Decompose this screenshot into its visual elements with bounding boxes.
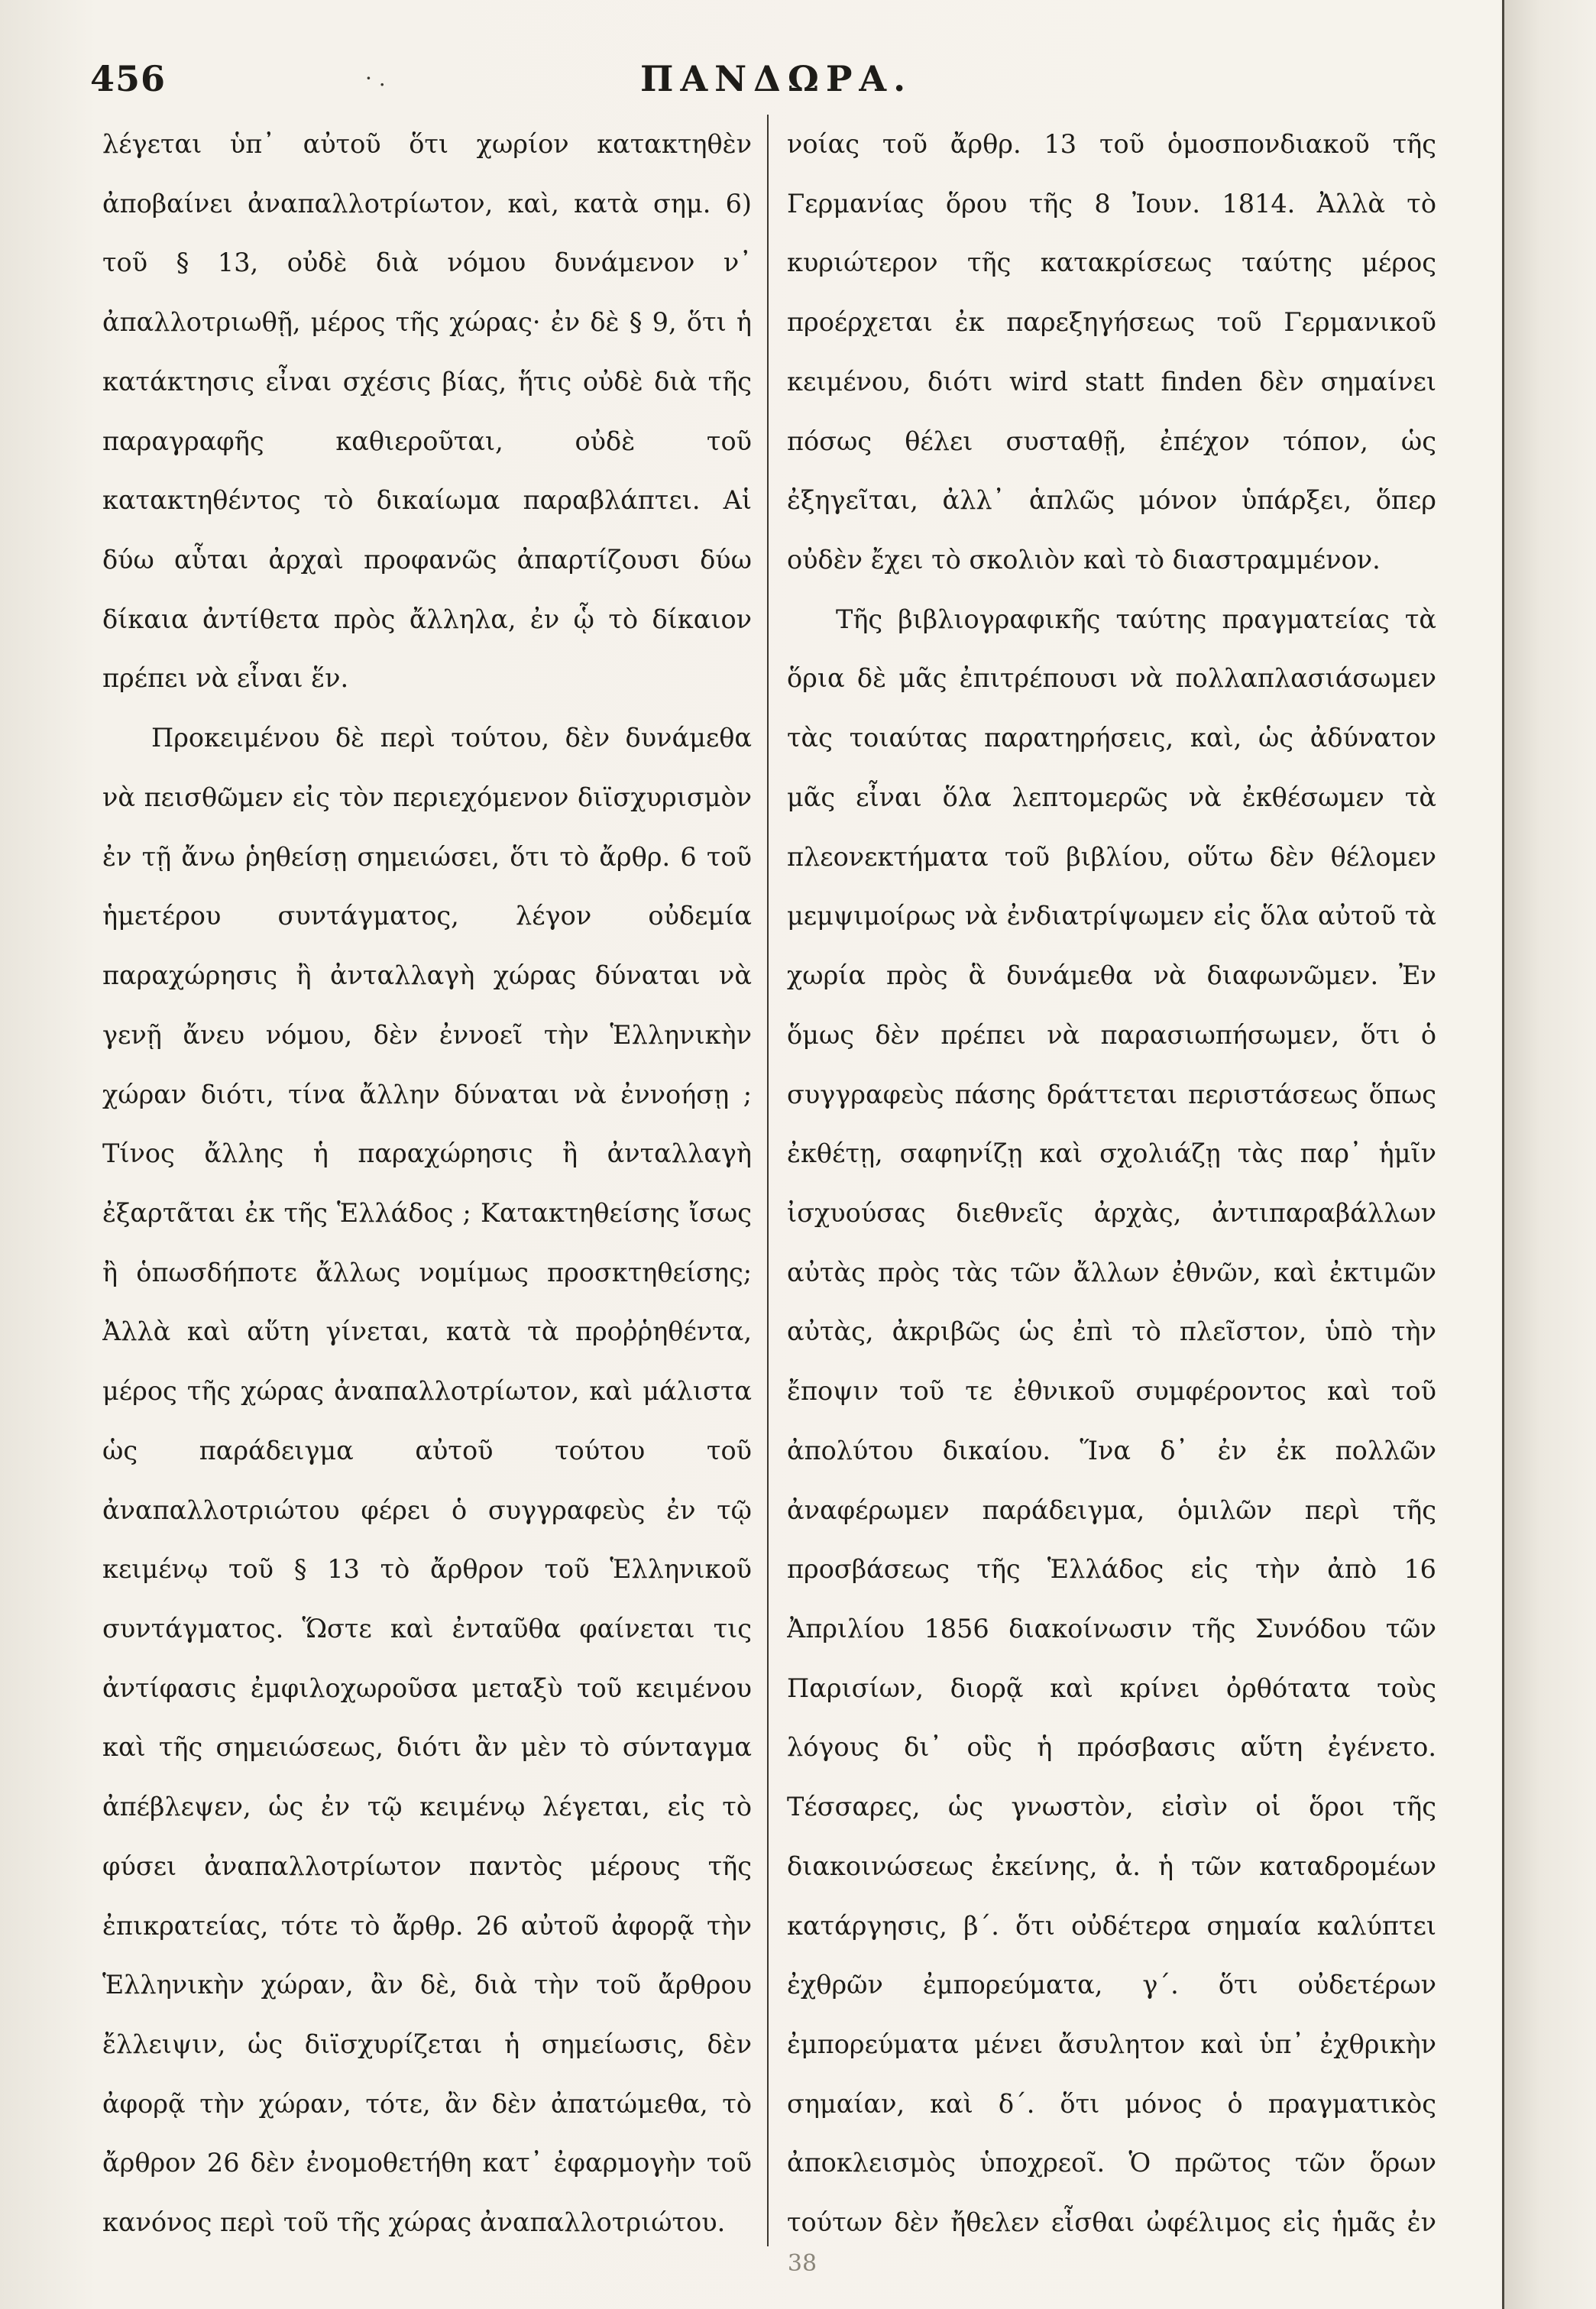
signature-mark: 38 <box>787 2250 817 2277</box>
right-column <box>787 115 1436 2246</box>
left-column <box>102 115 752 2246</box>
binding-edge <box>1502 0 1504 2309</box>
header-dots: · . <box>365 66 386 91</box>
paragraph: νοίας τοῦ ἄρθρ. 13 τοῦ ὁμοσπονδιακοῦ τῆς Γερμανίας ὅρου τῆς 8 Ἰουν. 1814. Ἀλλὰ τὸ κυριώτερον τῆς κατακρίσεως ταύτης μέρος προέρχεται ἐκ παρεξηγήσεως τοῦ Γερμανικοῦ κειμένου, διότι wird statt finden δὲν σημαίνει πόσως θέλει συσταθῇ, ἐπέχον τόπον, ὡς ἐξηγεῖται, ἀλλ᾽ ἁπλῶς μόνον ὑπάρξει, ὅπερ οὐδὲν ἔχει τὸ σκολιὸν καὶ τὸ διαστραμμένον. <box>787 129 1436 575</box>
paragraph: λέγεται ὑπ᾽ αὐτοῦ ὅτι χωρίον κατακτηθὲν ἀποβαίνει ἀναπαλλοτρίωτον, καὶ, κατὰ σημ. 6) τοῦ § 13, οὐδὲ διὰ νόμου δυνάμενον ν᾽ ἀπαλλοτριωθῇ, μέρος τῆς χώρας· ἐν δὲ § 9, ὅτι ἡ κατάκτησις εἶναι σχέσις βίας, ἥτις οὐδὲ διὰ τῆς παραγραφῆς καθιεροῦται, οὐδὲ τοῦ κατακτηθέντος τὸ δικαίωμα παραβλάπτει. Αἱ δύω αὗται ἀρχαὶ προφανῶς ἀπαρτίζουσι δύω δίκαια ἀντίθετα πρὸς ἄλληλα, ἐν ᾧ τὸ δίκαιον πρέπει νὰ εἶναι ἕν. <box>102 129 752 694</box>
column-divider <box>767 115 769 2246</box>
paragraph: Προκειμένου δὲ περὶ τούτου, δὲν δυνάμεθα νὰ πεισθῶμεν εἰς τὸν περιεχόμενον διϊσχυρισμὸν ἐν τῇ ἄνω ῥηθείσῃ σημειώσει, ὅτι τὸ ἄρθρ. 6 τοῦ ἡμετέρου συντάγματος, λέγον οὐδεμία παραχώρησις ἢ ἀνταλλαγὴ χώρας δύναται νὰ γενῇ ἄνευ νόμου, δὲν ἐννοεῖ τὴν Ἑλληνικὴν χώραν διότι, τίνα ἄλλην δύναται νὰ ἐννοήσῃ ; Τίνος ἄλλης ἡ παραχώρησις ἢ ἀνταλλαγὴ ἐξαρτᾶται ἐκ τῆς Ἑλλάδος ; Κατακτηθείσης ἴσως ἢ ὁπωσδήποτε ἄλλως νομίμως προσκτηθείσης; Ἀλλὰ καὶ αὕτη γίνεται, κατὰ τὰ προῤῥηθέντα, μέρος τῆς χώρας ἀναπαλλοτρίωτον, καὶ μάλιστα ὡς παράδειγμα αὐτοῦ τούτου τοῦ ἀναπαλλοτριώτου φέρει ὁ συγγραφεὺς ἐν τῷ κειμένῳ τοῦ § 13 τὸ ἄρθρον τοῦ Ἑλληνικοῦ συντάγματος. Ὥστε καὶ ἐνταῦθα φαίνεται τις ἀντίφασις ἐμφιλοχωροῦσα μεταξὺ τοῦ κειμένου καὶ τῆς σημειώσεως, διότι ἂν μὲν τὸ σύνταγμα ἀπέβλεψεν, ὡς ἐν τῷ κειμένῳ λέγεται, εἰς τὸ φύσει ἀναπαλλοτρίωτον παντὸς μέρους τῆς ἐπικρατείας, τότε τὸ ἄρθρ. 26 αὐτοῦ ἀφορᾷ τὴν Ἑλληνικὴν χώραν, ἂν δὲ, διὰ τὴν τοῦ ἄρθρου ἔλλειψιν, ὡς διϊσχυρίζεται ἡ σημείωσις, δὲν ἀφορᾷ τὴν χώραν, τότε, ἂν δὲν ἀπατώμεθα, τὸ ἄρθρον 26 δὲν ἐνομοθετήθη κατ᾽ ἐφαρμογὴν τοῦ κανόνος περὶ τοῦ τῆς χώρας ἀναπαλλοτριώτου. <box>102 723 752 2238</box>
page-header <box>90 58 1427 104</box>
paragraph: Τῆς βιβλιογραφικῆς ταύτης πραγματείας τὰ ὅρια δὲ μᾶς ἐπιτρέπουσι νὰ πολλαπλασιάσωμεν τὰς τοιαύτας παρατηρήσεις, καὶ, ὡς ἀδύνατον μᾶς εἶναι ὅλα λεπτομερῶς νὰ ἐκθέσωμεν τὰ πλεονεκτήματα τοῦ βιβλίου, οὕτω δὲν θέλομεν μεμψιμοίρως νὰ ἐνδιατρίψωμεν εἰς ὅλα αὐτοῦ τὰ χωρία πρὸς ἃ δυνάμεθα νὰ διαφωνῶμεν. Ἐν ὅμως δὲν πρέπει νὰ παρασιωπήσωμεν, ὅτι ὁ συγγραφεὺς πάσης δράττεται περιστάσεως ὅπως ἐκθέτῃ, σαφηνίζῃ καὶ σχολιάζῃ τὰς παρ᾽ ἡμῖν ἰσχυούσας διεθνεῖς ἀρχὰς, ἀντιπαραβάλλων αὐτὰς πρὸς τὰς τῶν ἄλλων ἐθνῶν, καὶ ἐκτιμῶν αὐτὰς, ἀκριβῶς ὡς ἐπὶ τὸ πλεῖστον, ὑπὸ τὴν ἔποψιν τοῦ τε ἐθνικοῦ συμφέροντος καὶ τοῦ ἀπολύτου δικαίου. Ἵνα δ᾽ ἐν ἐκ πολλῶν ἀναφέρωμεν παράδειγμα, ὁμιλῶν περὶ τῆς προσβάσεως τῆς Ἑλλάδος εἰς τὴν ἀπὸ 16 Ἀπριλίου 1856 διακοίνωσιν τῆς Συνόδου τῶν Παρισίων, διορᾷ καὶ κρίνει ὀρθότατα τοὺς λόγους δι᾽ οὓς ἡ πρόσβασις αὕτη ἐγένετο. Τέσσαρες, ὡς γνωστὸν, εἰσὶν οἱ ὅροι τῆς διακοινώσεως ἐκείνης, ἀ. ἡ τῶν καταδρομέων κατάργησις, β΄. ὅτι οὐδέτερα σημαία καλύπτει ἐχθρῶν ἐμπορεύματα, γ΄. ὅτι οὐδετέρων ἐμπορεύματα μένει ἄσυλητον καὶ ὑπ᾽ ἐχθρικὴν σημαίαν, καὶ δ΄. ὅτι μόνος ὁ πραγματικὸς ἀποκλεισμὸς ὑποχρεοῖ. Ὁ πρῶτος τῶν ὅρων τούτων δὲν ἤθελεν εἶσθαι ὠφέλιμος εἰς ἡμᾶς ἐν <box>787 604 1436 2238</box>
running-title: ΠΑΝΔΩΡΑ. <box>640 58 913 99</box>
page-margin <box>1502 0 1596 2309</box>
page-number: 456 <box>90 58 167 99</box>
